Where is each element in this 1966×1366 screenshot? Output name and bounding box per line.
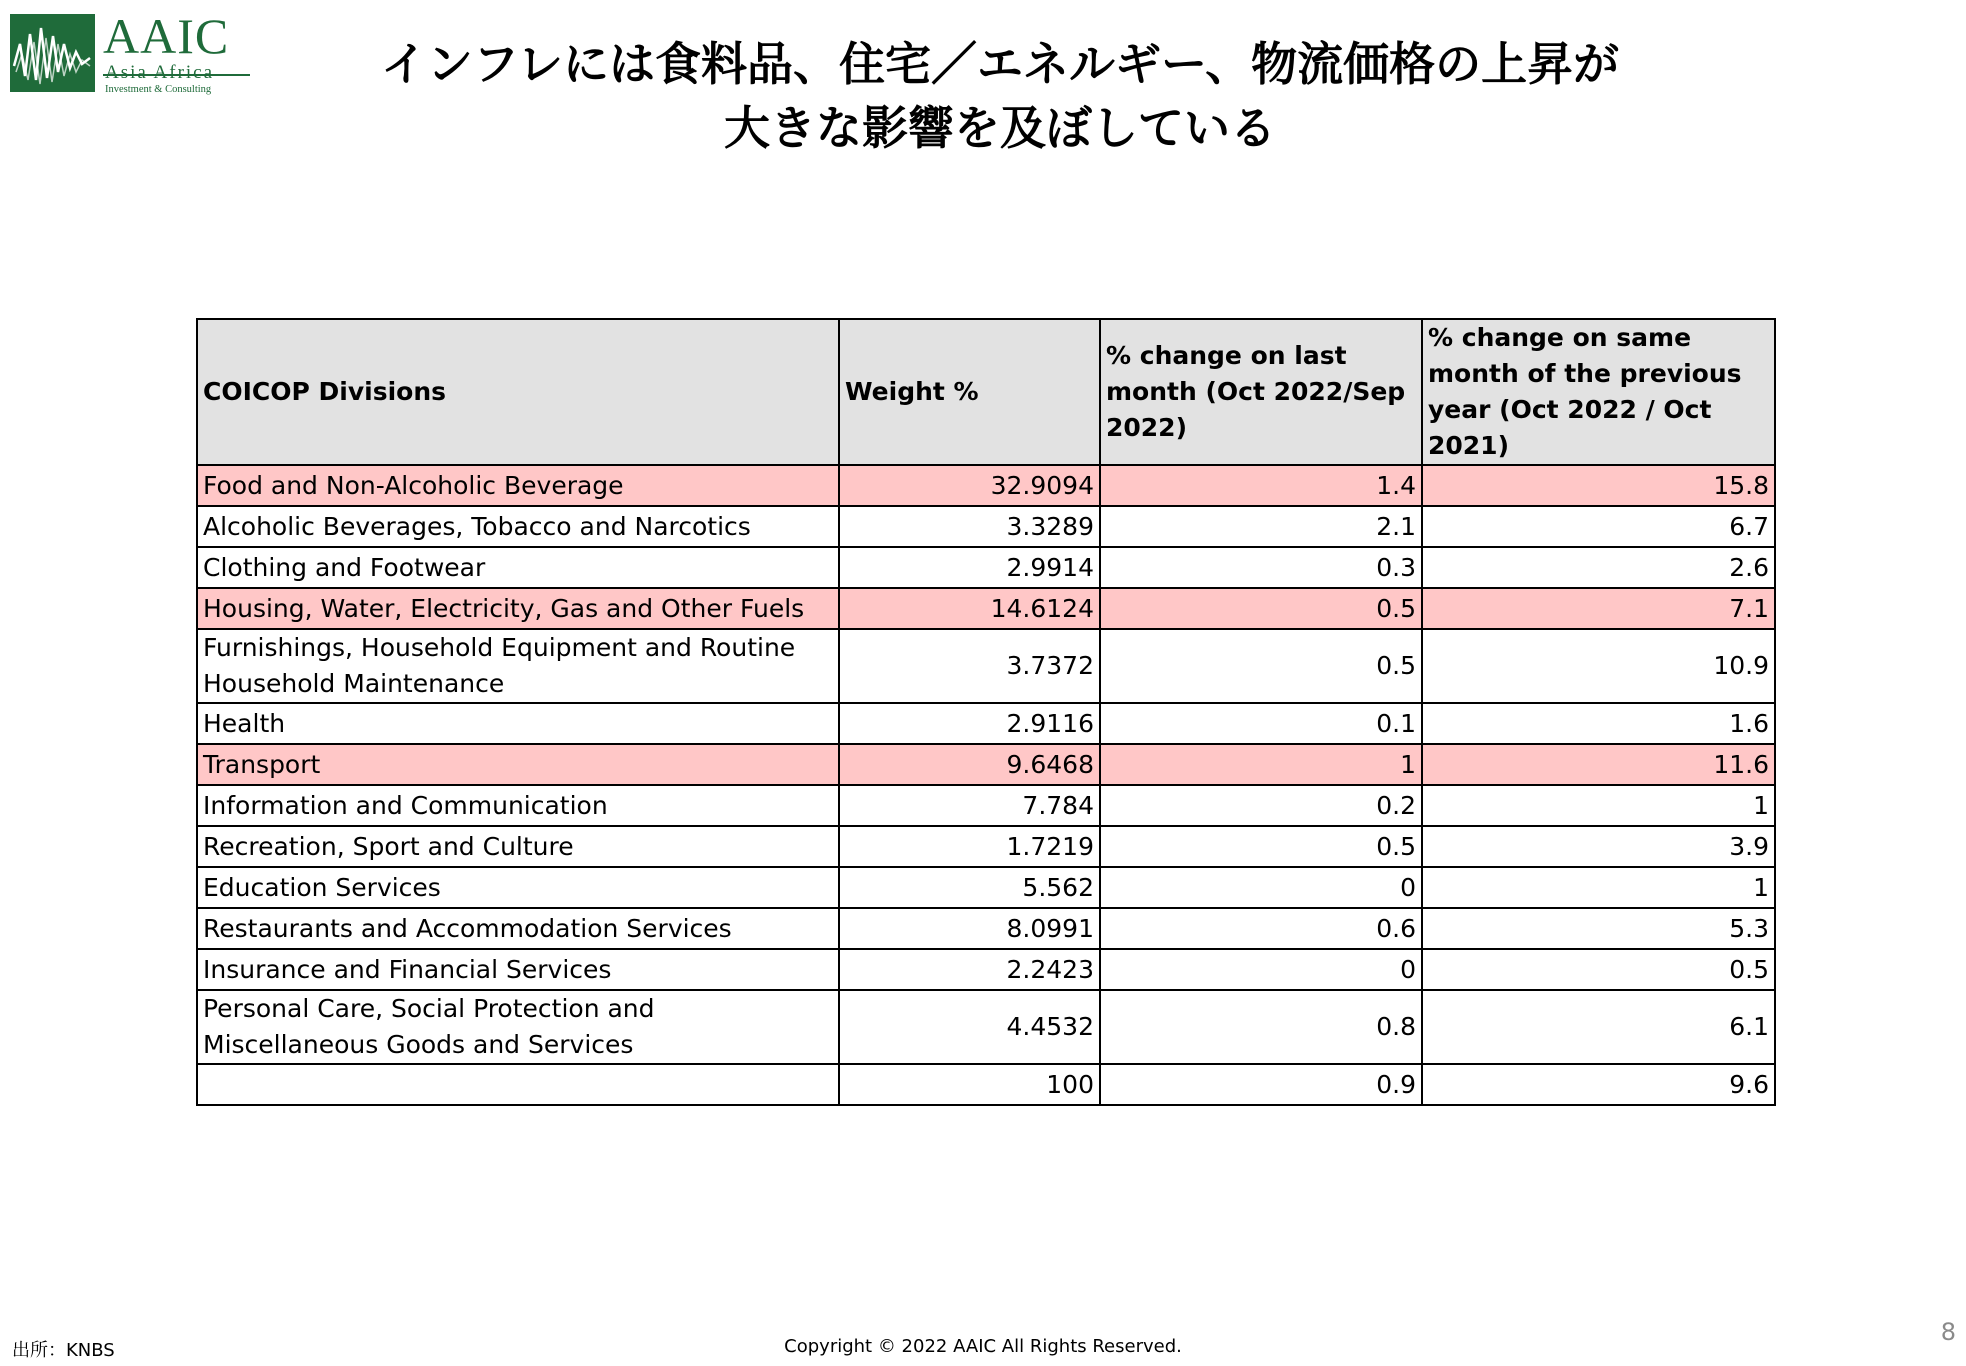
cell-division: Education Services	[197, 867, 839, 908]
cell-division: Insurance and Financial Services	[197, 949, 839, 990]
title-line-2: 大きな影響を及ぼしている	[724, 101, 1276, 155]
cell-division: Food and Non-Alcoholic Beverage	[197, 465, 839, 506]
cell-mom-change: 0	[1100, 867, 1422, 908]
cell-yoy-change: 1.6	[1422, 703, 1775, 744]
logo-line2: Investment & Consulting	[105, 84, 212, 95]
header-weight: Weight %	[839, 319, 1100, 465]
table-row	[197, 785, 1775, 826]
cell-yoy-change: 3.9	[1422, 826, 1775, 867]
cell-mom-change: 0	[1100, 949, 1422, 990]
cell-division: Furnishings, Household Equipment and Routine Household Maintenance	[197, 629, 839, 703]
cell-weight: 2.9914	[839, 547, 1100, 588]
cell-weight: 9.6468	[839, 744, 1100, 785]
cell-yoy-change: 5.3	[1422, 908, 1775, 949]
cell-mom-change: 0.9	[1100, 1064, 1422, 1105]
cell-weight: 14.6124	[839, 588, 1100, 629]
cpi-table	[196, 318, 1776, 1106]
table-row	[197, 588, 1775, 629]
table-row	[197, 826, 1775, 867]
cell-yoy-change: 1	[1422, 867, 1775, 908]
cell-division: Transport	[197, 744, 839, 785]
cell-weight: 1.7219	[839, 826, 1100, 867]
header-divisions: COICOP Divisions	[197, 319, 839, 465]
cell-division: Information and Communication	[197, 785, 839, 826]
cell-weight: 7.784	[839, 785, 1100, 826]
cell-yoy-change: 11.6	[1422, 744, 1775, 785]
cell-weight: 3.3289	[839, 506, 1100, 547]
cell-mom-change: 1.4	[1100, 465, 1422, 506]
cell-yoy-change: 0.5	[1422, 949, 1775, 990]
copyright-notice: Copyright © 2022 AAIC All Rights Reserved.	[784, 1336, 1182, 1357]
cell-mom-change: 0.3	[1100, 547, 1422, 588]
cell-division: Housing, Water, Electricity, Gas and Other Fuels	[197, 588, 839, 629]
cell-mom-change: 0.5	[1100, 588, 1422, 629]
cell-division: Clothing and Footwear	[197, 547, 839, 588]
logo-wave-icon	[10, 14, 95, 92]
cell-mom-change: 1	[1100, 744, 1422, 785]
cell-yoy-change: 7.1	[1422, 588, 1775, 629]
cell-weight: 2.2423	[839, 949, 1100, 990]
cell-division	[197, 1064, 839, 1105]
cell-mom-change: 0.5	[1100, 629, 1422, 703]
cell-mom-change: 0.5	[1100, 826, 1422, 867]
table-row	[197, 867, 1775, 908]
table-row	[197, 465, 1775, 506]
cell-mom-change: 0.2	[1100, 785, 1422, 826]
table-header-row	[197, 319, 1775, 465]
title-line-1: インフレには食料品、住宅／エネルギー、物流価格の上昇が	[380, 37, 1620, 91]
cell-yoy-change: 2.6	[1422, 547, 1775, 588]
table-row	[197, 629, 1775, 703]
logo-brand: AAIC	[103, 8, 230, 64]
aaic-logo	[10, 8, 248, 95]
table-row	[197, 990, 1775, 1064]
cell-weight: 4.4532	[839, 990, 1100, 1064]
cell-weight: 32.9094	[839, 465, 1100, 506]
table-row	[197, 703, 1775, 744]
cell-mom-change: 0.8	[1100, 990, 1422, 1064]
cell-mom-change: 2.1	[1100, 506, 1422, 547]
cell-yoy-change: 9.6	[1422, 1064, 1775, 1105]
table-row	[197, 547, 1775, 588]
cell-division: Recreation, Sport and Culture	[197, 826, 839, 867]
cell-weight: 2.9116	[839, 703, 1100, 744]
cell-weight: 100	[839, 1064, 1100, 1105]
header-mom-change: % change on last month (Oct 2022/Sep 2022)	[1100, 319, 1422, 465]
page-title	[280, 32, 1720, 160]
cell-yoy-change: 6.7	[1422, 506, 1775, 547]
table-row	[197, 506, 1775, 547]
table-row	[197, 908, 1775, 949]
cell-yoy-change: 15.8	[1422, 465, 1775, 506]
cell-division: Health	[197, 703, 839, 744]
page-number: 8	[1940, 1318, 1956, 1346]
cell-weight: 3.7372	[839, 629, 1100, 703]
cell-mom-change: 0.1	[1100, 703, 1422, 744]
cell-yoy-change: 6.1	[1422, 990, 1775, 1064]
cell-yoy-change: 10.9	[1422, 629, 1775, 703]
table-row	[197, 744, 1775, 785]
header-yoy-change: % change on same month of the previous year (Oct 2022 / Oct 2021)	[1422, 319, 1775, 465]
table-row	[197, 1064, 1775, 1105]
cell-weight: 8.0991	[839, 908, 1100, 949]
table-row	[197, 949, 1775, 990]
logo-line1: Asia Africa	[105, 62, 215, 83]
source-note: 出所：KNBS	[12, 1340, 115, 1361]
cell-yoy-change: 1	[1422, 785, 1775, 826]
cell-mom-change: 0.6	[1100, 908, 1422, 949]
cell-division: Alcoholic Beverages, Tobacco and Narcotics	[197, 506, 839, 547]
cell-division: Personal Care, Social Protection and Miscellaneous Goods and Services	[197, 990, 839, 1064]
cell-weight: 5.562	[839, 867, 1100, 908]
cell-division: Restaurants and Accommodation Services	[197, 908, 839, 949]
